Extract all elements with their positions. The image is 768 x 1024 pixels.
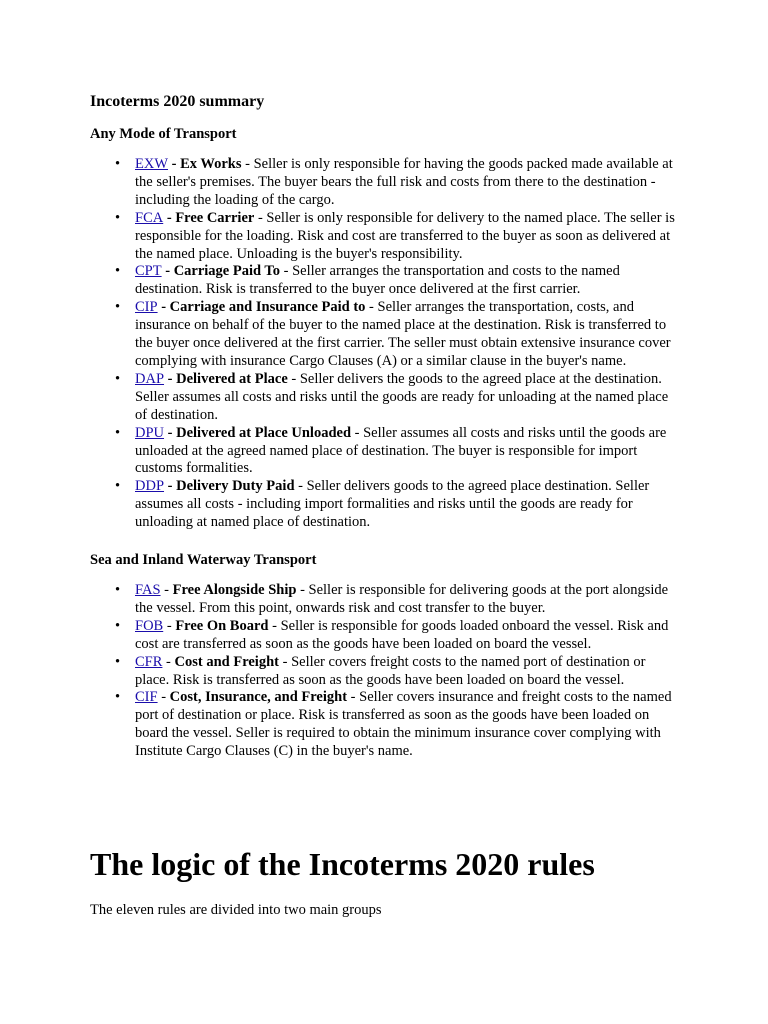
- term-link-cip[interactable]: CIP: [135, 299, 158, 316]
- list-item: [135, 425, 680, 479]
- term-desc: - Seller is responsible for goods loaded onboard the vessel. Risk and cost are transferred as soon as the goods have been loaded on board the vessel.: [135, 617, 669, 652]
- term-link-dpu[interactable]: DPU: [135, 424, 165, 441]
- term-link-dap[interactable]: DAP: [135, 370, 165, 387]
- summary-title: Incoterms 2020 summary: [90, 93, 265, 110]
- term-sep: -: [157, 689, 170, 706]
- term-desc: - Seller delivers the goods to the agreed place at the destination. Seller assumes all costs and risks until the goods are ready for unloading at the named place of destination.: [135, 370, 669, 423]
- section-title: Sea and Inland Waterway Transport: [90, 552, 317, 569]
- term-sep: -: [164, 478, 177, 495]
- term-link-exw[interactable]: EXW: [135, 156, 169, 172]
- list-item: [135, 478, 680, 532]
- list-item: [135, 156, 680, 210]
- logic-paragraph: The eleven rules are divided into two main groups: [90, 902, 382, 918]
- list-item: [135, 618, 680, 654]
- term-name: Carriage Paid To: [173, 263, 281, 280]
- term-name: Delivered at Place: [176, 370, 288, 387]
- term-link-ddp[interactable]: DDP: [135, 478, 165, 495]
- term-link-cfr[interactable]: CFR: [135, 653, 163, 670]
- list-item: [135, 210, 680, 264]
- term-name: Delivery Duty Paid: [176, 478, 295, 495]
- term-sep: -: [163, 617, 176, 634]
- summary-section: [90, 92, 680, 761]
- term-list: [90, 156, 680, 532]
- term-link-fob[interactable]: FOB: [135, 617, 164, 634]
- list-item: [135, 263, 680, 299]
- term-name: Free Carrier: [175, 209, 255, 226]
- term-desc: - Seller covers insurance and freight costs to the named port of destination or place. Risk is transferred as soon as the goods have been loaded on board the vessel. Seller is required to obtain the minimum insurance cover complying with Institute Cargo Clauses (C) in the buyer's name.: [135, 689, 672, 760]
- term-sep: -: [161, 263, 174, 280]
- term-sep: -: [162, 653, 175, 670]
- list-item: [135, 582, 680, 618]
- sea-inland-section: [90, 550, 680, 761]
- term-name: Free On Board: [175, 617, 269, 634]
- term-desc: - Seller assumes all costs and risks until the goods are unloaded at the agreed named place of destination. The buyer is responsible for import customs formalities.: [135, 424, 667, 477]
- term-link-cpt[interactable]: CPT: [135, 263, 162, 280]
- list-item: [135, 371, 680, 425]
- any-mode-section: [90, 124, 680, 532]
- term-sep: -: [164, 424, 177, 441]
- term-desc: - Seller is responsible for delivering goods at the port alongside the vessel. From this point, onwards risk and cost transfer to the buyer.: [135, 582, 669, 616]
- section-title: Any Mode of Transport: [90, 126, 237, 142]
- term-link-cif[interactable]: CIF: [135, 689, 158, 706]
- term-desc: - Seller arranges the transportation and costs to the named destination. Risk is transferred to the buyer once delivered at the first carrier.: [135, 263, 620, 298]
- term-desc: - Seller is only responsible for delivery to the named place. The seller is responsible for the loading. Risk and cost are transferred to the buyer as soon as delivered at the named place. Unloading is the buyer's responsibility.: [135, 209, 675, 262]
- term-name: Carriage and Insurance Paid to: [169, 299, 366, 316]
- term-desc: - Seller delivers goods to the agreed place destination. Seller assumes all costs - including import formalities and risks until the goods are ready for unloading at named place of destination.: [135, 478, 650, 531]
- logic-heading: The logic of the Incoterms 2020 rules: [90, 846, 595, 882]
- term-name: Delivered at Place Unloaded: [176, 424, 352, 441]
- term-sep: -: [157, 299, 170, 316]
- term-desc: - Seller covers freight costs to the named port of destination or place. Risk is transferred as soon as the goods have been loaded on board the vessel.: [135, 653, 646, 688]
- term-link-fas[interactable]: FAS: [135, 582, 161, 599]
- term-sep: -: [164, 370, 177, 387]
- term-sep: -: [168, 156, 181, 172]
- term-name: Cost and Freight: [174, 653, 279, 670]
- term-name: Free Alongside Ship: [172, 582, 297, 599]
- term-name: Ex Works: [180, 156, 242, 172]
- term-desc: - Seller arranges the transportation, costs, and insurance on behalf of the buyer to the named place at the destination. Risk is transferred to the buyer once delivered at the first carrier. The seller must obtain extensive insurance cover complying with insurance Cargo Clauses (A) or a similar clause in the buyer's name.: [135, 299, 671, 369]
- term-sep: -: [163, 209, 176, 226]
- term-name: Cost, Insurance, and Freight: [169, 689, 348, 706]
- term-sep: -: [160, 582, 173, 599]
- term-list: [90, 582, 680, 761]
- term-desc: - Seller is only responsible for having the goods packed made available at the seller's premises. The buyer bears the full risk and costs from there to the destination - including the loading of the cargo.: [135, 156, 673, 208]
- list-item: [135, 689, 680, 761]
- list-item: [135, 654, 680, 690]
- term-link-fca[interactable]: FCA: [135, 209, 164, 226]
- list-item: [135, 299, 680, 371]
